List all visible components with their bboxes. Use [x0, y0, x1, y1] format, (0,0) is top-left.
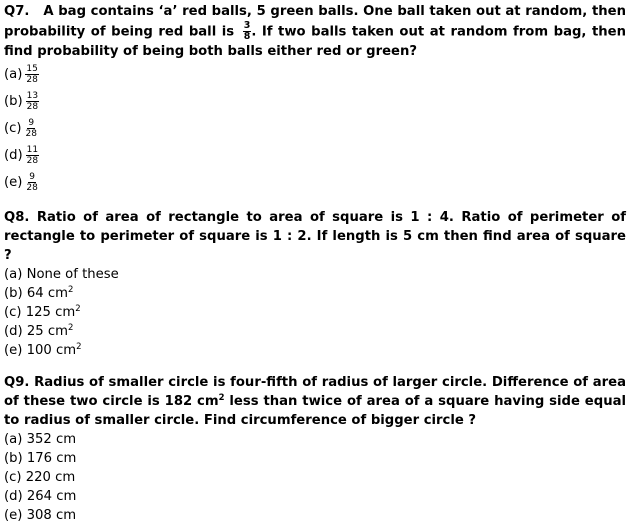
q9-option-a[interactable] — [4, 430, 626, 449]
q9-option-e[interactable] — [4, 506, 626, 525]
option-value: 64 cm — [26, 286, 68, 301]
superscript: 2 — [218, 393, 225, 403]
option-value: 352 cm — [26, 432, 77, 447]
option-fraction — [25, 64, 38, 85]
option-value: 176 cm — [26, 451, 77, 466]
fraction-denominator: 28 — [26, 75, 38, 85]
option-label: (c) — [4, 305, 22, 320]
question-9-text-part2: less than twice of area of a square having side equal to radius of smaller circle. Find circumference of bigger circle ? — [4, 394, 627, 428]
fraction-numerator: 15 — [26, 64, 38, 74]
fraction-numerator: 11 — [26, 145, 39, 155]
option-label: (e) — [4, 508, 23, 523]
option-label: (b) — [4, 286, 23, 301]
option-fraction — [25, 172, 38, 193]
q9-option-c[interactable] — [4, 468, 626, 487]
q9-option-d[interactable] — [4, 487, 626, 506]
option-fraction — [25, 118, 38, 139]
option-value: 264 cm — [26, 489, 77, 504]
option-value: 220 cm — [25, 470, 76, 485]
option-label: (c) — [4, 470, 22, 485]
fraction-denominator: 28 — [26, 183, 38, 193]
option-label: (d) — [4, 489, 23, 504]
option-fraction — [26, 145, 39, 166]
question-page — [4, 0, 626, 525]
q8-option-a[interactable] — [4, 265, 626, 284]
fraction-denominator: 28 — [26, 102, 39, 112]
spacer — [4, 196, 626, 208]
option-label: (d) — [4, 324, 23, 339]
option-label: (b) — [4, 94, 23, 109]
option-label: (e) — [4, 175, 23, 190]
q8-option-b[interactable] — [4, 284, 626, 303]
q7-option-c[interactable] — [4, 115, 626, 142]
q7-option-d[interactable] — [4, 142, 626, 169]
option-label: (a) — [4, 432, 23, 447]
q8-option-e[interactable] — [4, 341, 626, 360]
q7-option-a[interactable] — [4, 61, 626, 88]
option-label: (e) — [4, 343, 23, 358]
question-7-text-part2: . If two balls taken out at random from bag, then find probability of being both balls either red or green? — [4, 24, 626, 59]
fraction-denominator: 28 — [26, 156, 39, 166]
fraction-numerator: 9 — [29, 172, 35, 182]
superscript: 2 — [76, 342, 82, 352]
question-8-text: Q8. Ratio of area of rectangle to area of square is 1 : 4. Ratio of perimeter of rectangle to perimeter of square is 1 : 2. If length is 5 cm then find area of square ? — [4, 210, 626, 263]
q8-option-c[interactable] — [4, 303, 626, 322]
option-label: (a) — [4, 267, 23, 282]
option-label: (c) — [4, 121, 22, 136]
option-label: (d) — [4, 148, 23, 163]
question-7-number: Q7. — [4, 4, 30, 19]
option-value: 25 cm — [26, 324, 68, 339]
superscript: 2 — [67, 285, 74, 295]
spacer — [4, 360, 626, 373]
question-9-text-part1: Q9. Radius of smaller circle is four-fifth of radius of larger circle. Difference of area of these two circle is 182 cm — [4, 375, 626, 409]
fraction-denominator: 8 — [243, 31, 251, 42]
q7-option-b[interactable] — [4, 88, 626, 115]
question-8 — [4, 208, 626, 265]
question-7-text-part1: A bag contains ‘a’ red balls, 5 green balls. One ball taken out at random, then probability of being red ball is — [4, 4, 626, 40]
q9-option-b[interactable] — [4, 449, 626, 468]
option-value: 125 cm — [25, 305, 76, 320]
fraction-numerator: 13 — [26, 91, 39, 101]
question-9 — [4, 373, 626, 430]
superscript: 2 — [75, 304, 81, 314]
superscript: 2 — [67, 323, 74, 333]
q7-option-e[interactable] — [4, 169, 626, 196]
option-value: 308 cm — [26, 508, 77, 523]
fraction-numerator: 9 — [28, 118, 35, 128]
option-label: (b) — [4, 451, 23, 466]
option-value: 100 cm — [26, 343, 77, 358]
q8-option-d[interactable] — [4, 322, 626, 341]
fraction-denominator: 28 — [25, 129, 37, 139]
option-fraction — [26, 91, 39, 112]
option-label: (a) — [4, 67, 23, 82]
question-7 — [4, 2, 626, 61]
fraction-numerator: 3 — [243, 20, 251, 31]
option-value: None of these — [26, 267, 119, 282]
